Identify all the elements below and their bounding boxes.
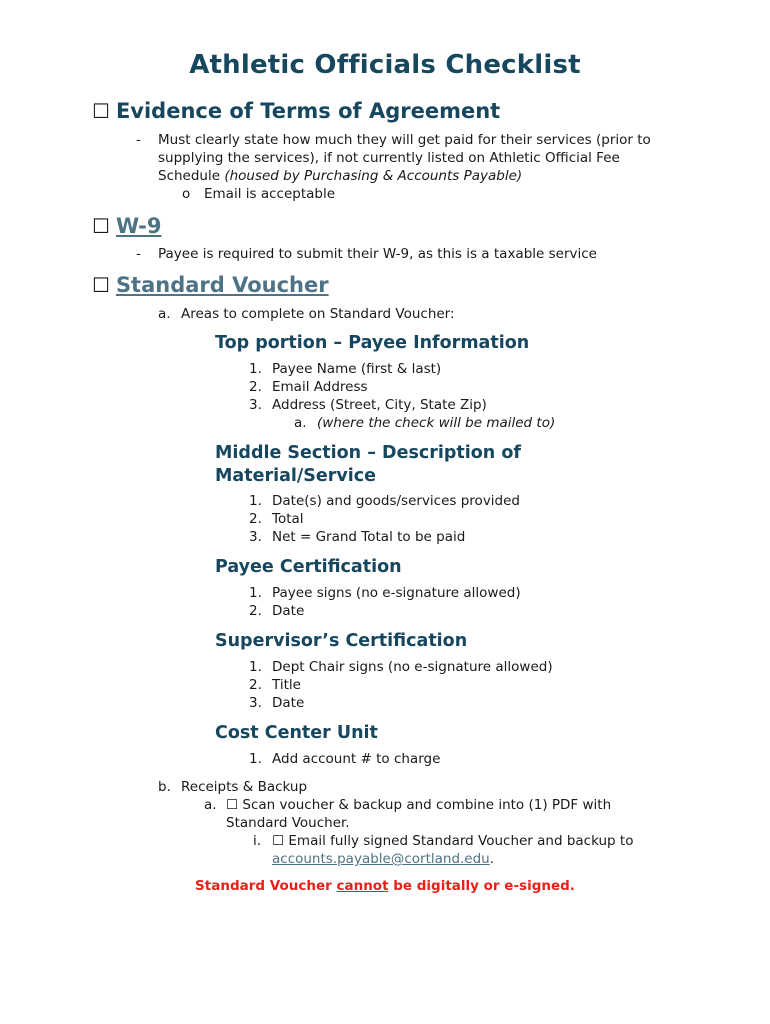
warning-text: Standard Voucher cannot be digitally or e-signed. <box>195 878 575 894</box>
terms-sub-item: Email is acceptable <box>204 186 336 202</box>
subheading-payee-certification: Payee Certification <box>215 557 402 577</box>
voucher-areas-text: Areas to complete on Standard Voucher: <box>181 306 455 322</box>
list-item: Date <box>272 695 305 711</box>
list-item: Email Address <box>272 379 368 395</box>
list-item: Payee signs (no e-signature allowed) <box>272 585 521 601</box>
email-voucher-line-1: ☐ Email fully signed Standard Voucher and backup to <box>272 833 634 849</box>
sub-bullet-o: o <box>182 186 191 202</box>
terms-text-line-2: supplying the services), if not currently listed on Athletic Official Fee <box>158 150 620 166</box>
page-title: Athletic Officials Checklist <box>189 50 581 80</box>
subheading-middle-section: Middle Section – Description of Material/Service <box>215 443 521 486</box>
receipts-backup-text: Receipts & Backup <box>181 779 308 795</box>
list-item: Add account # to charge <box>272 751 441 767</box>
list-number: 2. <box>249 603 262 619</box>
list-item: Total <box>272 511 304 527</box>
w9-item: Payee is required to submit their W-9, as this is a taxable service <box>158 246 597 262</box>
scan-voucher-line-1: ☐ Scan voucher & backup and combine into (1) PDF with <box>226 797 612 813</box>
w9-link[interactable]: W-9 <box>115 214 162 238</box>
section-heading-w9 <box>92 214 162 238</box>
list-number: 3. <box>249 695 262 711</box>
list-number: 2. <box>249 511 262 527</box>
terms-italic-note: (housed by Purchasing & Accounts Payable) <box>224 168 523 184</box>
list-number: 2. <box>249 677 262 693</box>
bullet-dash: - <box>136 132 141 148</box>
list-number: 1. <box>249 493 262 509</box>
checkbox-icon[interactable]: ☐ <box>92 99 110 123</box>
list-item: Title <box>272 677 301 693</box>
subheading-top-portion: Top portion – Payee Information <box>215 333 530 353</box>
standard-voucher-link[interactable]: Standard Voucher <box>115 273 329 297</box>
scan-voucher-line-2: Standard Voucher. <box>226 815 350 831</box>
list-marker-a: a. <box>204 797 217 813</box>
list-item: Date <box>272 603 305 619</box>
section-heading-voucher <box>92 273 329 297</box>
subheading-cost-center: Cost Center Unit <box>215 723 378 743</box>
email-link[interactable]: accounts.payable@cortland.edu <box>272 851 490 867</box>
list-marker-i: i. <box>253 833 262 849</box>
list-number: 3. <box>249 397 262 413</box>
list-marker-b: b. <box>158 779 171 795</box>
list-item: Address (Street, City, State Zip) <box>272 397 487 413</box>
terms-text-line-3: Schedule (housed by Purchasing & Accounts Payable) <box>158 168 523 184</box>
bullet-dash: - <box>136 246 141 262</box>
list-number: 1. <box>249 585 262 601</box>
list-item: Date(s) and goods/services provided <box>272 493 521 509</box>
list-number: 1. <box>249 751 262 767</box>
list-item: Payee Name (first & last) <box>272 361 442 377</box>
email-voucher-line-2: accounts.payable@cortland.edu. <box>272 851 495 867</box>
checkbox-icon[interactable]: ☐ <box>92 214 110 238</box>
section-heading-terms: ☐ Evidence of Terms of Agreement <box>92 99 501 123</box>
list-item: Dept Chair signs (no e-signature allowed) <box>272 659 553 675</box>
list-item: Net = Grand Total to be paid <box>272 529 466 545</box>
list-number: 3. <box>249 529 262 545</box>
checkbox-icon[interactable]: ☐ <box>92 273 110 297</box>
subheading-supervisor-certification: Supervisor’s Certification <box>215 631 468 651</box>
list-number: 2. <box>249 379 262 395</box>
list-number: 1. <box>249 361 262 377</box>
list-marker-a: a. <box>294 415 307 431</box>
list-number: 1. <box>249 659 262 675</box>
terms-text-line-1: Must clearly state how much they will get paid for their services (prior to <box>158 132 651 148</box>
list-marker-a: a. <box>158 306 171 322</box>
list-sub-item: (where the check will be mailed to) <box>317 415 556 431</box>
